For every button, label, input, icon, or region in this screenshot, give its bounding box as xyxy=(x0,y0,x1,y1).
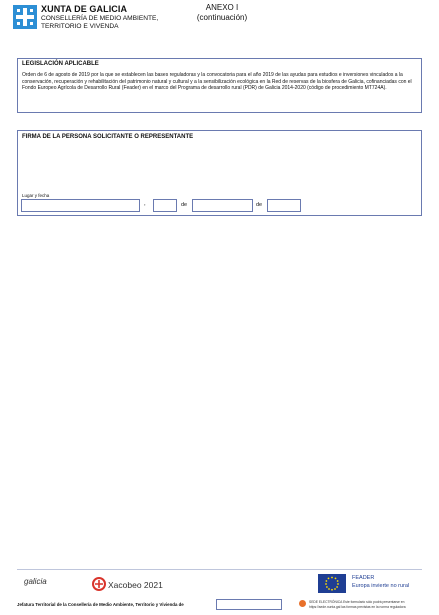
place-field[interactable] xyxy=(21,199,140,212)
month-field[interactable] xyxy=(192,199,253,212)
footer-divider xyxy=(17,569,422,570)
galicia-logo: galicia xyxy=(24,577,47,586)
eu-flag-icon xyxy=(318,574,346,593)
legislation-text: Orden de 6 de agosto de 2019 por la que se establecen las bases reguladoras y la convocatoria para el año 2019 de las ayudas para estudios e inversiones vinculados a la conservación, recuperación y rehabilitación del patrimonio natural y cultural y a la sensibilización ecológica en la Red de reservas de la biosfera de Galicia, cofinanciadas con el Fondo Europeo Agrícola de Desarrollo Rural (Feader) en el marco del Programa de desarrollo rural (PDR) de Galicia 2014-2020 (código de procedimiento MT724A). xyxy=(22,72,412,91)
org-department xyxy=(41,15,158,31)
signature-title: FIRMA DE LA PERSONA SOLICITANTE O REPRESENTANTE xyxy=(22,134,194,140)
jefatura-label: Jefatura Territorial de la Consellería de Medio Ambiente, Territorio y Vivienda de xyxy=(17,602,184,607)
comma-separator: , xyxy=(144,201,146,207)
place-date-label: Lugar y fecha xyxy=(22,193,50,198)
org-department-line-1: CONSELLERÍA DE MEDIO AMBIENTE, xyxy=(41,15,159,22)
annex-heading xyxy=(182,3,262,23)
org-department-line-2: TERRITORIO E VIVENDA xyxy=(41,23,119,30)
feader-slogan: Europa invierte no rural xyxy=(352,583,410,589)
sede-line-1: SEDE ELECTRÓNICA Este formulario sólo podrá presentarse en xyxy=(309,600,405,604)
de-label-1: de xyxy=(181,202,188,208)
sede-electronica-icon xyxy=(299,600,306,607)
annex-subtitle: (continuación) xyxy=(196,13,248,22)
xacobeo-mark-icon xyxy=(92,577,106,596)
feader-label: FEADER xyxy=(352,575,375,581)
de-label-2: de xyxy=(256,202,263,208)
jefatura-field[interactable] xyxy=(216,599,282,610)
day-field[interactable] xyxy=(153,199,177,212)
sede-line-2: https://sede.xunta.gal las formas previstas en la norma reguladora xyxy=(309,605,406,609)
org-name: XUNTA DE GALICIA xyxy=(41,4,128,14)
xacobeo-logo: Xacobeo 2021 xyxy=(108,580,163,590)
annex-title: ANEXO I xyxy=(205,3,239,12)
year-field[interactable] xyxy=(267,199,301,212)
legislation-title: LEGISLACIÓN APLICABLE xyxy=(22,61,99,67)
xunta-cross-icon xyxy=(13,5,37,29)
